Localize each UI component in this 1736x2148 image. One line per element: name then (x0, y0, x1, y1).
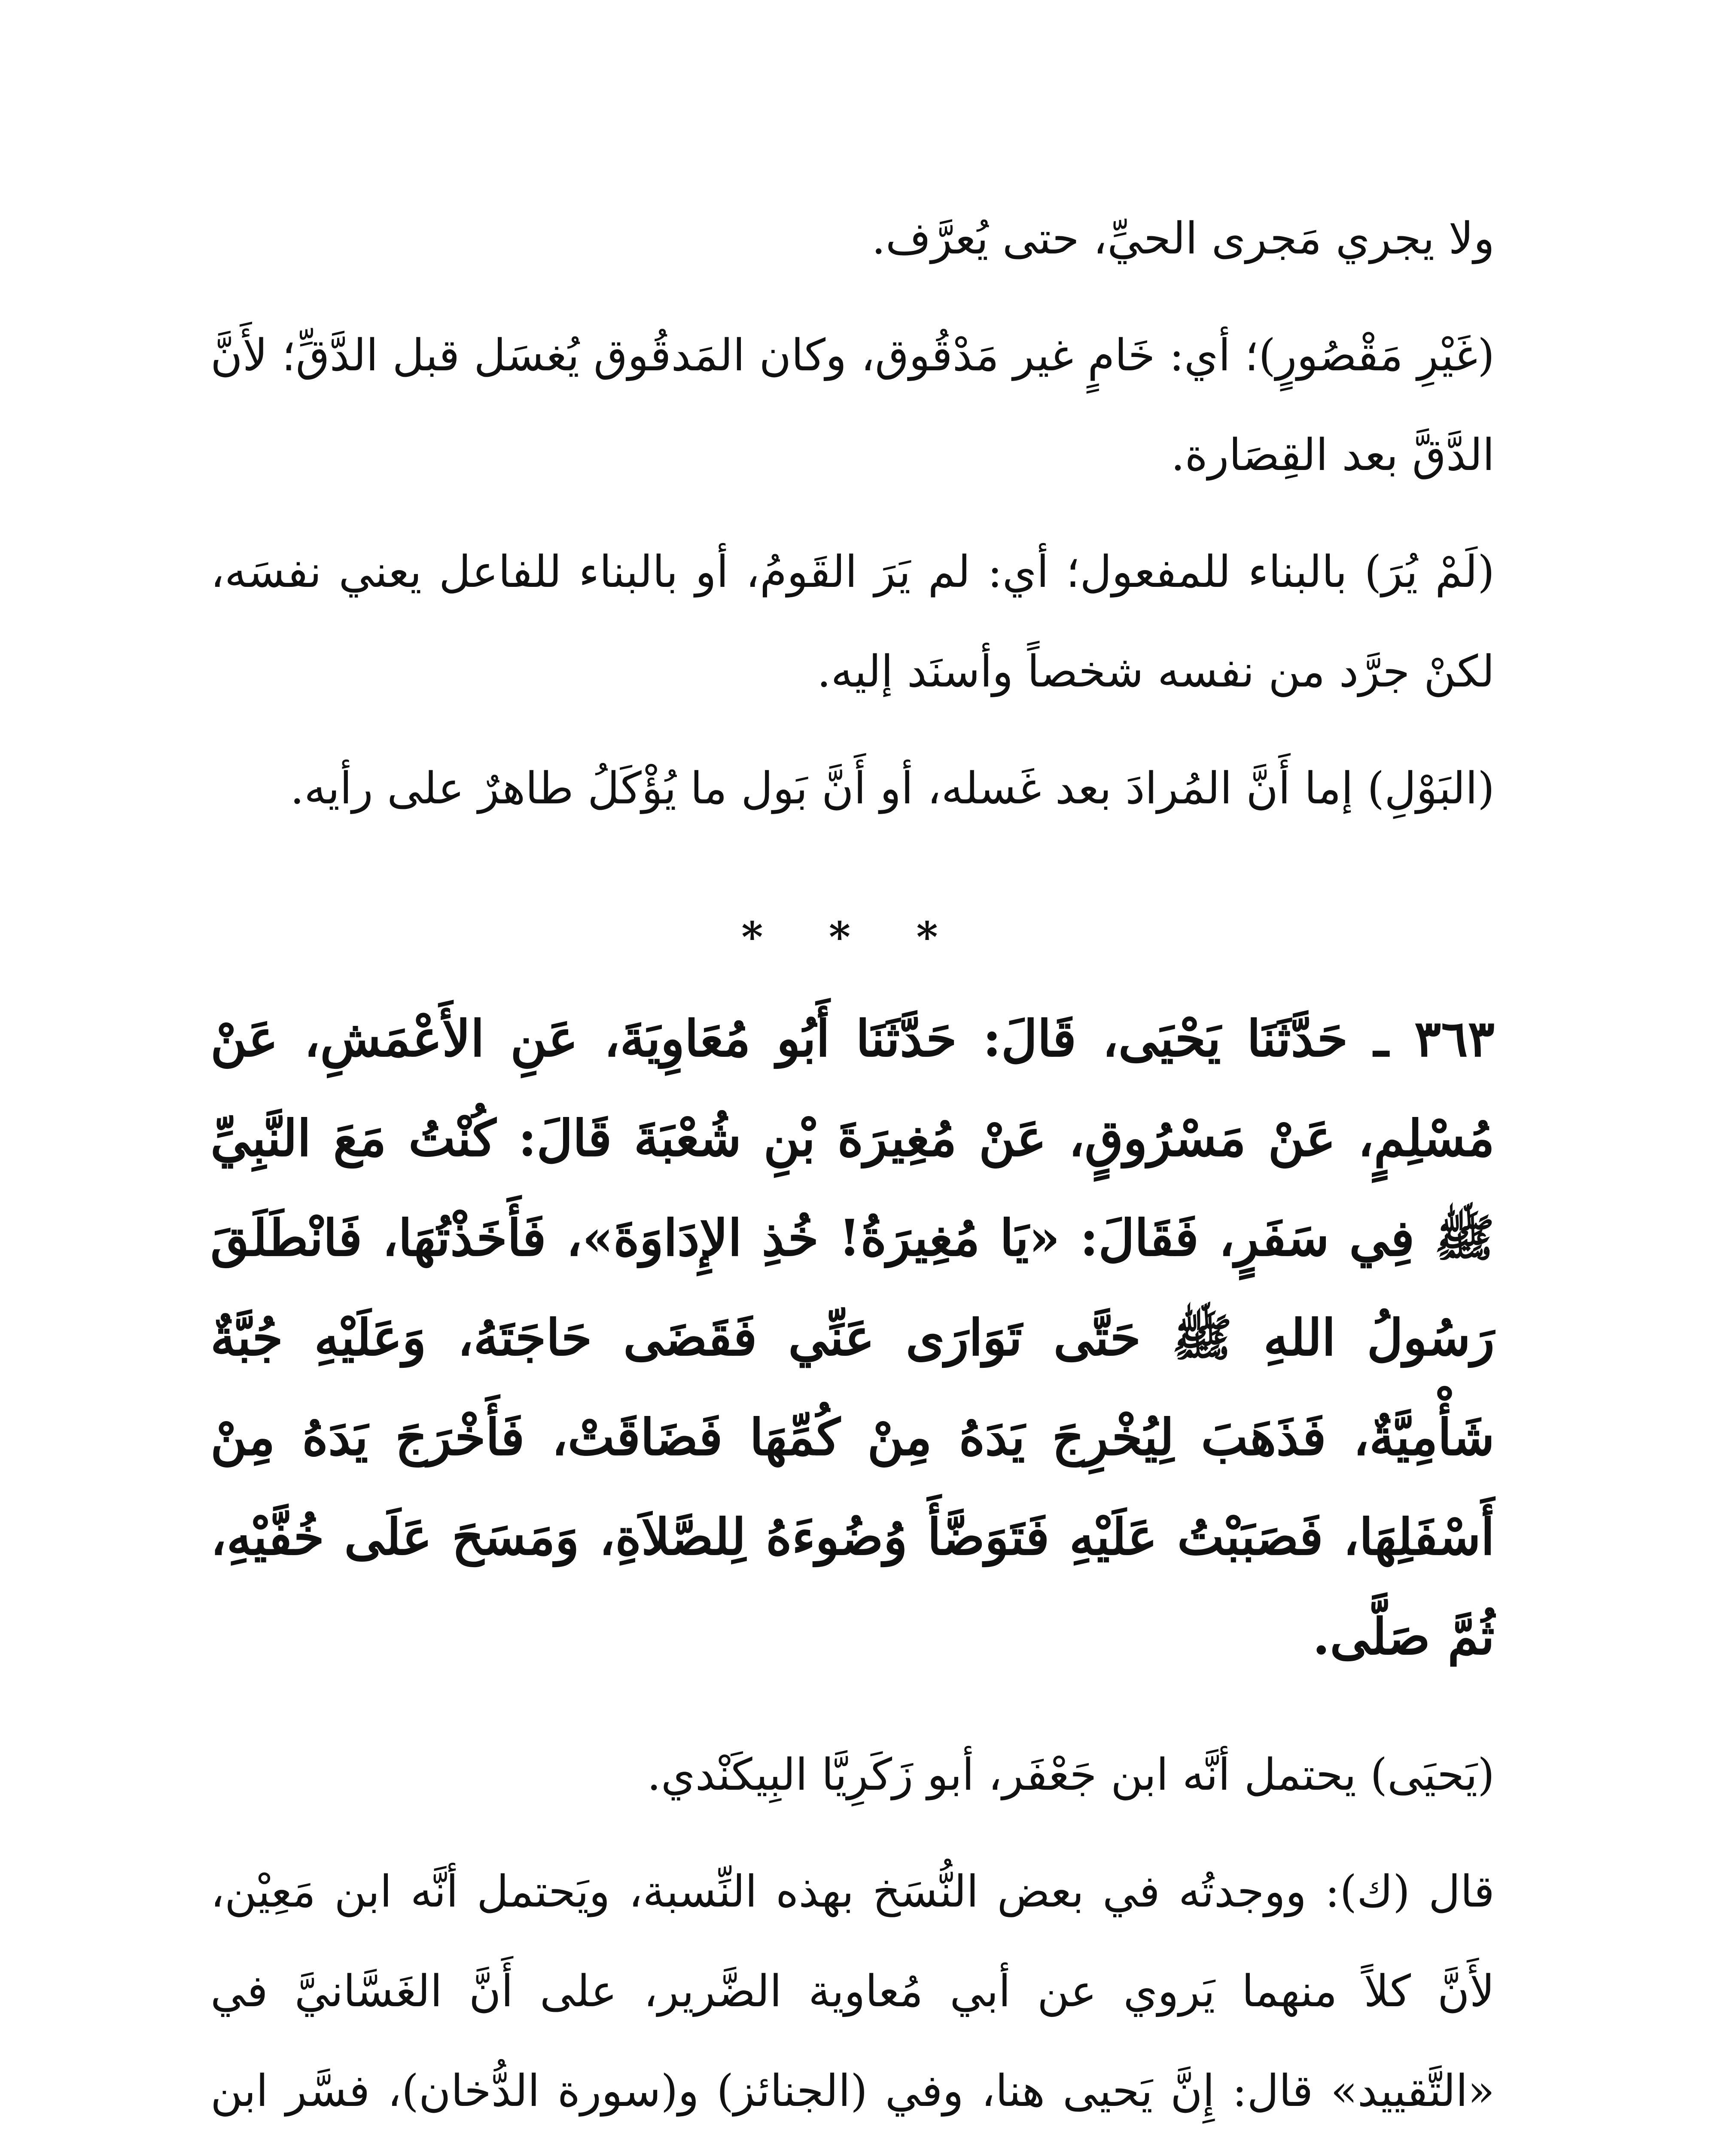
gloss-lam-yura: (لَمْ يُرَ) بالبناء للمفعول؛ أي: لم يَرَ القَومُ، أو بالبناء للفاعل يعني نفسَه، لكنْ جرَّد من نفسه شخصاً وأسنَد إليه. (210, 546, 1495, 697)
commentary-qala-kaf: قال (ك): ووجدتُه في بعض النُّسَخ بهذه النِّسبة، ويَحتمل أنَّه ابن مَعِيْن، لأَنَّ كلاً منهما يَروي عن أبي مُعاوية الضَّرير، على أَنَّ الغَسَّانيَّ في «التَّقييد» قال: إِنَّ يَحيى هنا، وفي (الجنائز) و(سورة الدُّخان)، فسَّر ابن (210, 1866, 1495, 2117)
gloss-ghayr-maqsur: (غَيْرِ مَقْصُورٍ)؛ أي: خَامٍ غير مَدْقُوق، وكان المَدقُوق يُغسَل قبل الدَّقِّ؛ لأَنَّ الدَّقَّ بعد القِصَارة. (210, 330, 1495, 481)
gloss-al-bawl: (البَوْلِ) إما أَنَّ المُرادَ بعد غَسله، أو أَنَّ بَول ما يُؤْكَلُ طاهرٌ على رأيه. (290, 763, 1495, 814)
commentary-yahya: (يَحيَى) يحتمل أنَّه ابن جَعْفَر، أبو زَكَرِيَّا البِيكَنْدي. (647, 1749, 1495, 1800)
hadith-363-text: ٣٦٣ ـ حَدَّثَنَا يَحْيَى، قَالَ: حَدَّثَنَا أَبُو مُعَاوِيَةَ، عَنِ الأَعْمَشِ، عَنْ مُسْلِمٍ، عَنْ مَسْرُوقٍ، عَنْ مُغِيرَةَ بْنِ شُعْبَةَ قَالَ: كُنْتُ مَعَ النَّبِيِّ ﷺ فِي سَفَرٍ، فَقَالَ: «يَا مُغِيرَةُ! خُذِ الإِدَاوَةَ»، فَأَخَذْتُهَا، فَانْطَلَقَ رَسُولُ اللهِ ﷺ حَتَّى تَوَارَى عَنِّي فَقَضَى حَاجَتَهُ، وَعَلَيْهِ جُبَّةٌ شَأْمِيَّةٌ، فَذَهَبَ لِيُخْرِجَ يَدَهُ مِنْ كُمِّهَا فَضَاقَتْ، فَأَخْرَجَ يَدَهُ مِنْ أَسْفَلِهَا، فَصَبَبْتُ عَلَيْهِ فَتَوَضَّأَ وُضُوءَهُ لِلصَّلاَةِ، وَمَسَحَ عَلَى خُفَّيْهِ، ثُمَّ صَلَّى. (210, 1010, 1495, 1666)
continuation-paragraph: ولا يجري مَجرى الحيِّ، حتى يُعرَّف. (871, 213, 1495, 264)
section-separator: * * * (741, 913, 964, 961)
book-page (210, 189, 1495, 2148)
